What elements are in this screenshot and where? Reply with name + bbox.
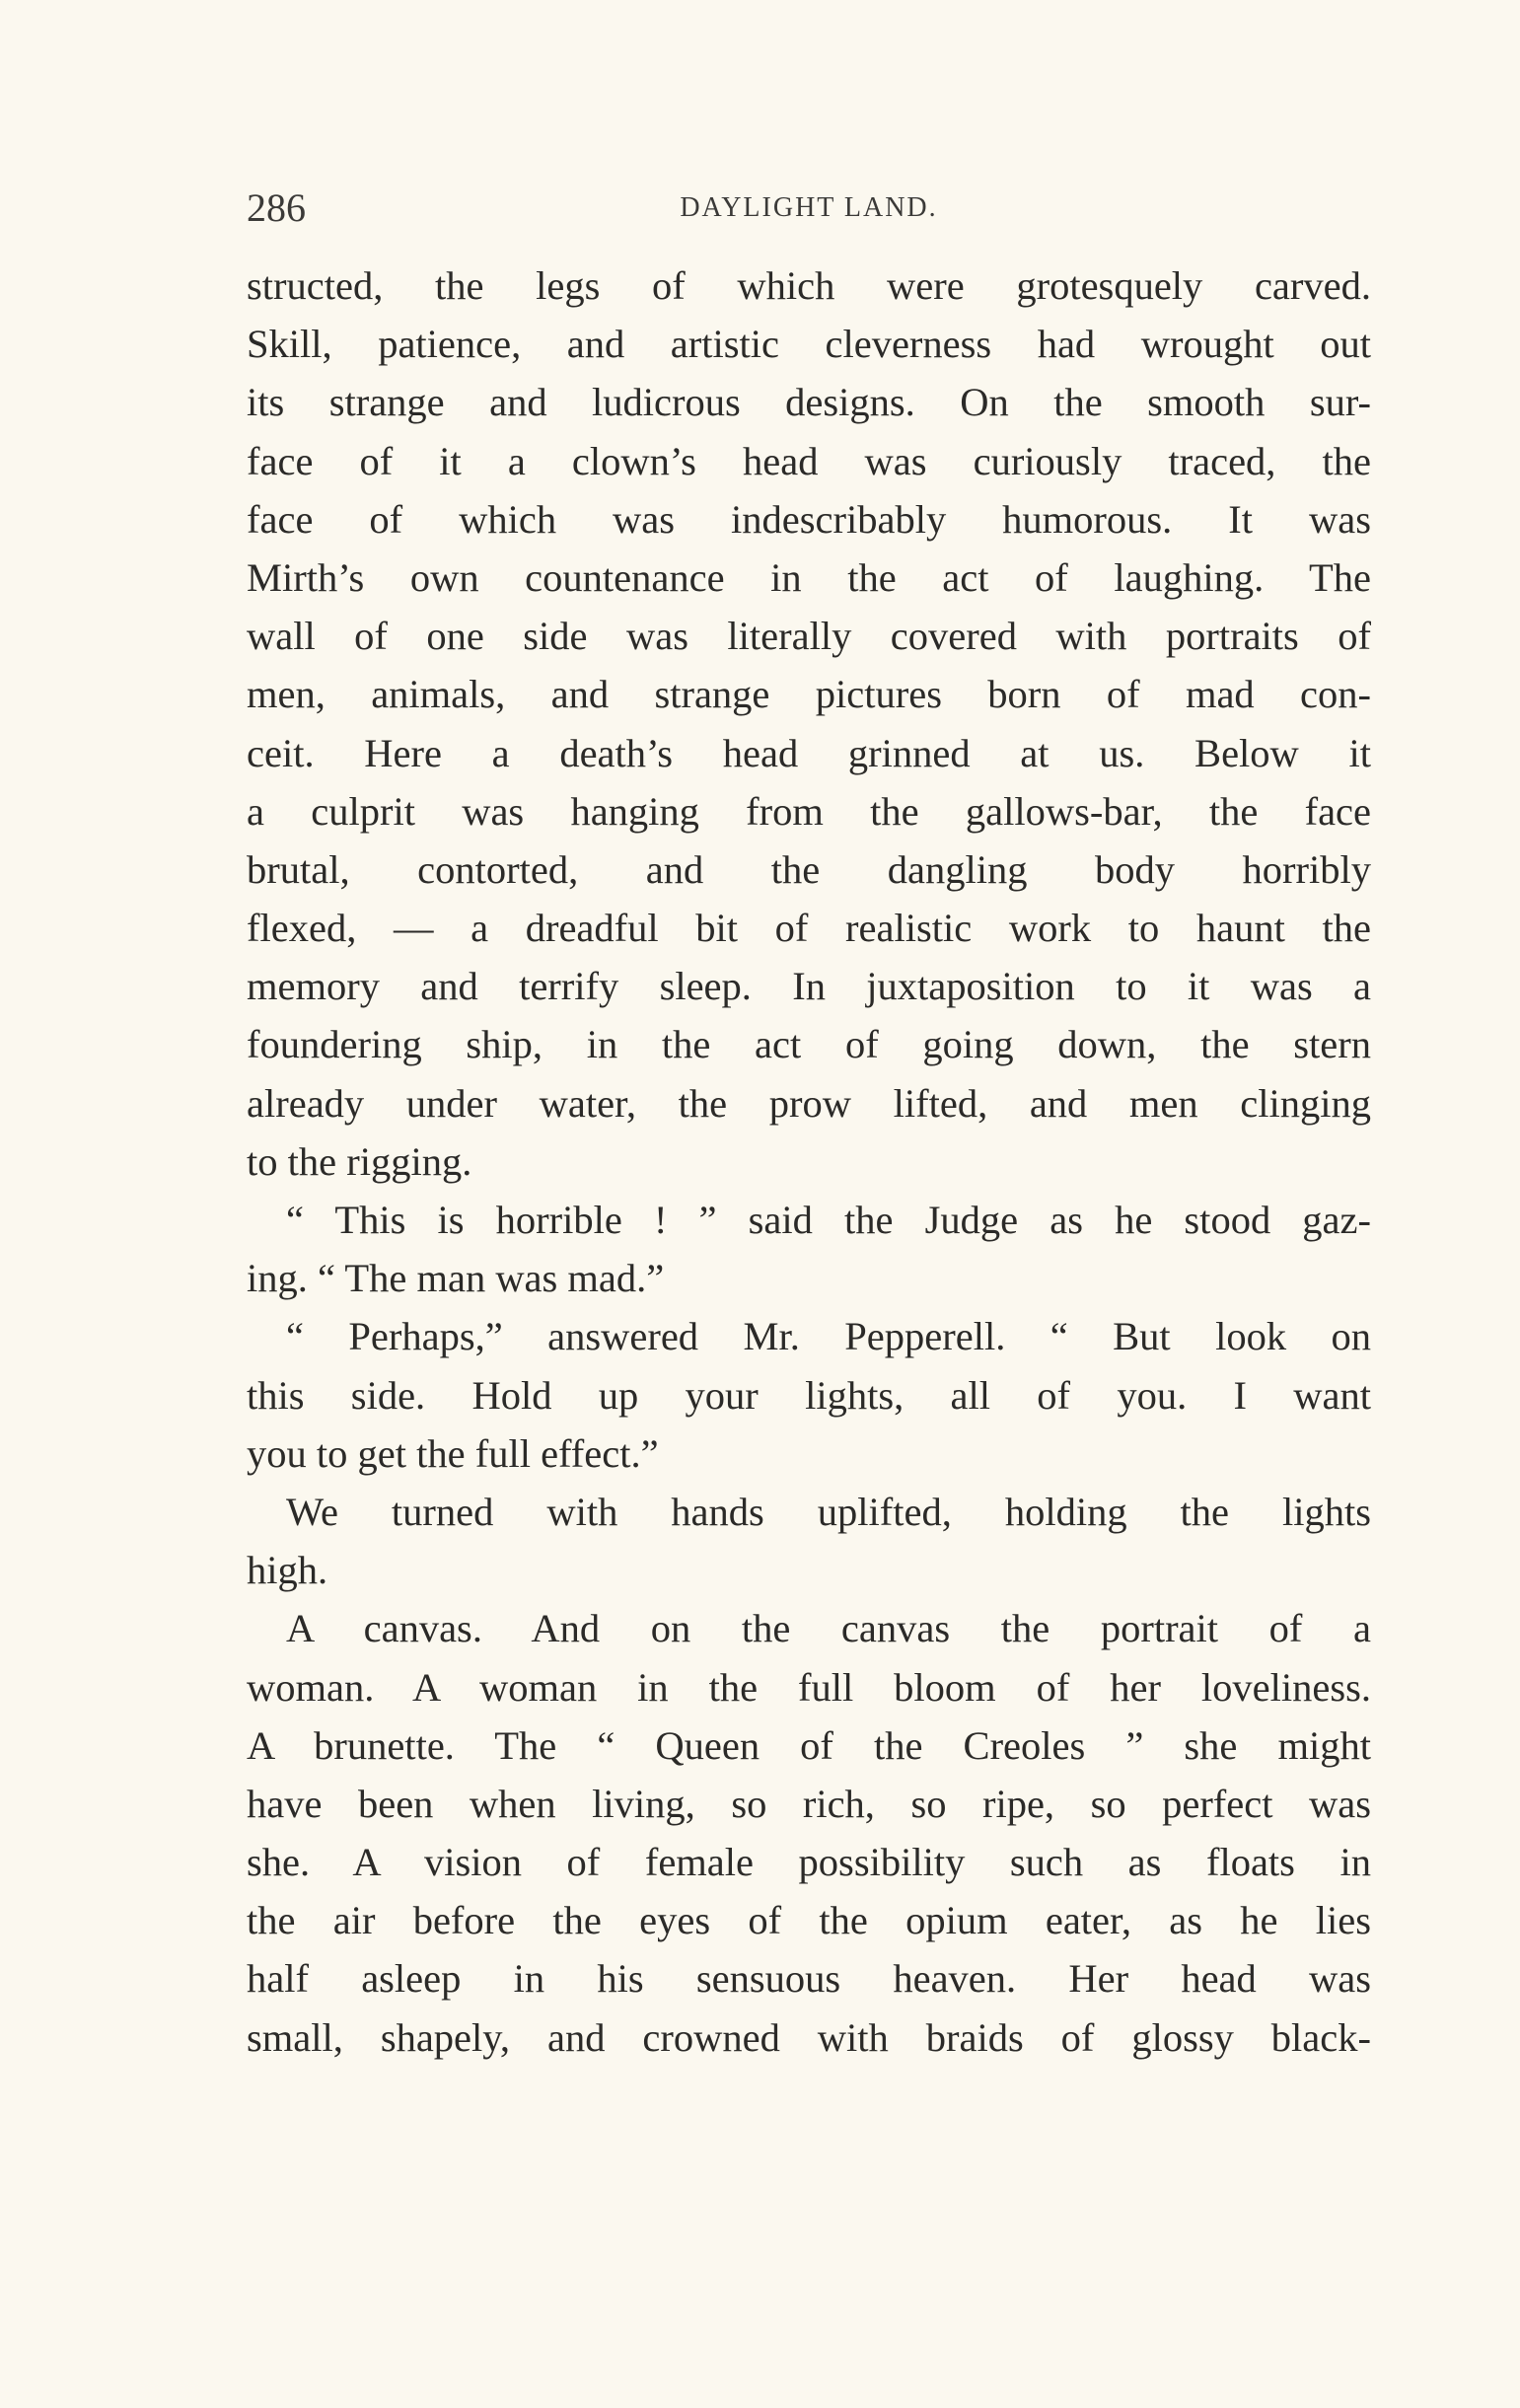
page-header [247,183,1371,233]
text-line: already under water, the prow lifted, and men clinging [247,1080,1371,1126]
text-line: brutal, contorted, and the dangling body horribly [247,846,1371,892]
text-line: Mirth’s own countenance in the act of laughing. The [247,554,1371,600]
text-line: woman. A woman in the full bloom of her loveliness. [247,1664,1371,1710]
text-line: to the rigging. [247,1138,472,1184]
text-line: a culprit was hanging from the gallows-bar, the face [247,788,1371,834]
text-line: flexed, — a dreadful bit of realistic work to haunt the [247,906,1371,951]
text-line: A brunette. The “ Queen of the Creoles ” she might [247,1722,1371,1768]
text-line: “ Perhaps,” answered Mr. Pepperell. “ But look on [286,1314,1371,1359]
text-line: you to get the full effect.” [247,1430,659,1476]
text-line: its strange and ludicrous designs. On the smooth sur- [247,380,1371,425]
text-line: “ This is horrible ! ” said the Judge as he stood gaz- [286,1198,1371,1242]
text-line: ing. “ The man was mad.” [247,1256,665,1301]
text-line: the air before the eyes of the opium eater, as he lies [247,1898,1371,1943]
text-line: structed, the legs of which were grotesquely carved. [247,263,1371,308]
text-line: Skill, patience, and artistic cleverness had wrought out [247,322,1371,367]
text-line: men, animals, and strange pictures born of mad con- [247,672,1371,717]
text-line: have been when living, so rich, so ripe, so perfect was [247,1781,1371,1826]
text-line: this side. Hold up your lights, all of you. I want [247,1372,1371,1418]
body-text [247,256,1371,2067]
text-line: We turned with hands uplifted, holding the lights [286,1489,1371,1534]
running-head: DAYLIGHT LAND. [680,192,938,223]
text-line: A canvas. And on the canvas the portrait of a [286,1606,1371,1651]
text-line: high. [247,1548,328,1593]
text-line: face of which was indescribably humorous. It was [247,496,1371,542]
text-line: small, shapely, and crowned with braids of glossy black- [247,2014,1371,2060]
text-line: foundering ship, in the act of going down, the stern [247,1022,1371,1067]
text-line: memory and terrify sleep. In juxtaposition to it was a [247,964,1371,1009]
text-line: ceit. Here a death’s head grinned at us. Below it [247,730,1371,775]
text-line: face of it a clown’s head was curiously traced, the [247,438,1371,483]
text-line: she. A vision of female possibility such as floats in [247,1840,1371,1885]
page-number: 286 [247,185,306,230]
text-line: wall of one side was literally covered with portraits of [247,614,1371,659]
text-line: half asleep in his sensuous heaven. Her head was [247,1956,1371,2002]
